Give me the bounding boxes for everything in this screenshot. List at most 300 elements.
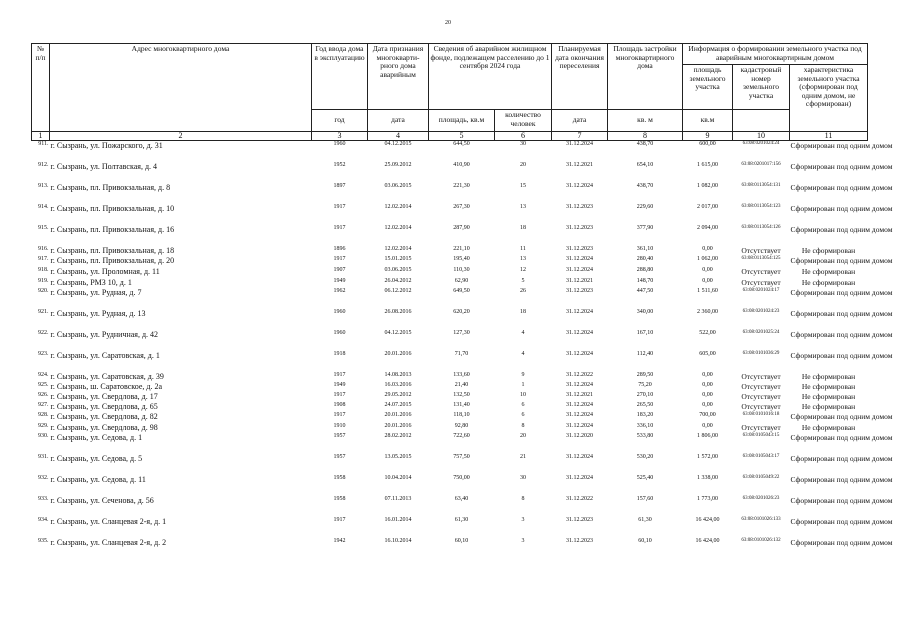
row-number: 925. bbox=[38, 381, 49, 388]
characteristic-cell: Сформирован под одним домом bbox=[790, 350, 893, 360]
area-cell: 649,50 bbox=[453, 287, 470, 294]
planned-date-cell: 31.12.2024 bbox=[566, 381, 594, 388]
area-cell: 410,90 bbox=[453, 161, 470, 168]
year-cell: 1910 bbox=[333, 422, 346, 429]
recognition-date-cell: 07.11.2013 bbox=[384, 495, 412, 502]
people-cell: 8 bbox=[521, 422, 525, 429]
land-area-cell: 0,00 bbox=[702, 245, 713, 252]
area-cell: 71,70 bbox=[454, 350, 469, 357]
row-number: 933. bbox=[38, 495, 49, 502]
address-cell: г. Сызрань, ул. Полтавская, д. 4 bbox=[50, 161, 158, 171]
people-cell: 26 bbox=[520, 287, 526, 294]
building-area-cell: 438,70 bbox=[636, 141, 654, 147]
area-cell: 21,40 bbox=[454, 381, 469, 388]
building-area-cell: 336,10 bbox=[636, 422, 654, 429]
people-cell: 18 bbox=[520, 308, 526, 315]
year-cell: 1896 bbox=[333, 245, 346, 252]
people-cell: 30 bbox=[520, 141, 526, 147]
planned-date-cell: 31.12.2024 bbox=[566, 266, 594, 273]
characteristic-cell: Сформирован под одним домом bbox=[790, 224, 893, 234]
row-number: 912. bbox=[38, 161, 49, 168]
table-row bbox=[32, 288, 868, 309]
cadastral-cell: Отсутствует bbox=[741, 422, 781, 432]
cadastral-cell: Отсутствует bbox=[741, 391, 781, 401]
table-row bbox=[32, 382, 868, 392]
cadastral-cell: 63:08:0113054:123 bbox=[741, 203, 781, 209]
year-cell: 1907 bbox=[333, 266, 346, 273]
planned-date-cell: 31.12.2024 bbox=[566, 411, 594, 418]
characteristic-cell: Сформирован под одним домом bbox=[790, 495, 893, 505]
row-number: 932. bbox=[38, 474, 49, 481]
area-cell: 61,30 bbox=[454, 516, 469, 523]
planned-date-cell: 31.12.2021 bbox=[566, 161, 594, 168]
area-cell: 620,20 bbox=[453, 308, 470, 315]
recognition-date-cell: 28.02.2012 bbox=[384, 432, 412, 439]
row-number: 931. bbox=[38, 453, 49, 460]
people-cell: 11 bbox=[520, 245, 526, 252]
address-cell: г. Сызрань, РМЗ 10, д. 1 bbox=[50, 277, 132, 287]
planned-date-cell: 31.12.2024 bbox=[566, 422, 594, 429]
characteristic-cell: Сформирован под одним домом bbox=[790, 203, 893, 213]
header-date-unit: дата bbox=[368, 110, 429, 132]
table-row bbox=[32, 225, 868, 246]
land-area-cell: 1 338,00 bbox=[697, 474, 719, 481]
building-area-cell: 288,80 bbox=[636, 266, 654, 273]
address-cell: г. Сызрань, ул. Седова, д. 1 bbox=[50, 432, 143, 442]
table-row bbox=[32, 402, 868, 412]
building-area-cell: 265,50 bbox=[636, 401, 654, 408]
column-number: 5 bbox=[429, 132, 495, 141]
year-cell: 1908 bbox=[333, 401, 346, 408]
planned-date-cell: 31.12.2024 bbox=[566, 182, 594, 189]
people-cell: 20 bbox=[520, 161, 526, 168]
planned-date-cell: 31.12.2022 bbox=[566, 371, 594, 378]
building-area-cell: 654,10 bbox=[636, 161, 654, 168]
table-row bbox=[32, 267, 868, 278]
year-cell: 1957 bbox=[333, 432, 346, 439]
recognition-date-cell: 13.05.2015 bbox=[384, 453, 412, 460]
land-area-cell: 1 806,00 bbox=[697, 432, 719, 439]
people-cell: 4 bbox=[521, 329, 525, 336]
cadastral-cell: 63:08:0113054:125 bbox=[741, 255, 781, 261]
land-area-cell: 1 082,00 bbox=[697, 182, 719, 189]
people-cell: 10 bbox=[520, 391, 526, 398]
table-row bbox=[32, 372, 868, 382]
characteristic-cell: Сформирован под одним домом bbox=[790, 432, 893, 442]
address-cell: г. Сызрань, ул. Седова, д. 11 bbox=[50, 474, 146, 484]
planned-date-cell: 31.12.2023 bbox=[566, 224, 594, 231]
header-building-area: Площадь застройки многоквартирного дома bbox=[608, 44, 683, 110]
area-cell: 92,80 bbox=[454, 422, 469, 429]
cadastral-cell: 63:08:0201024:24 bbox=[742, 141, 780, 146]
row-number: 922. bbox=[38, 329, 49, 336]
recognition-date-cell: 06.12.2012 bbox=[384, 287, 412, 294]
land-area-cell: 0,00 bbox=[702, 401, 713, 408]
year-cell: 1957 bbox=[333, 453, 346, 460]
planned-date-cell: 31.12.2022 bbox=[566, 495, 594, 502]
cadastral-cell: 63:08:0201017:156 bbox=[741, 161, 781, 167]
characteristic-cell: Сформирован под одним домом bbox=[790, 308, 893, 318]
table-row bbox=[32, 454, 868, 475]
year-cell: 1897 bbox=[333, 182, 346, 189]
column-number: 4 bbox=[368, 132, 429, 141]
characteristic-cell: Сформирован под одним домом bbox=[790, 411, 893, 421]
characteristic-cell: Не сформирован bbox=[801, 277, 856, 287]
cadastral-cell: 63:08:0105049:22 bbox=[742, 474, 780, 480]
address-cell: г. Сызрань, ул. Сланцевая 2-я, д. 1 bbox=[50, 516, 167, 526]
area-cell: 267,30 bbox=[453, 203, 470, 210]
row-number: 923. bbox=[38, 350, 49, 357]
year-cell: 1949 bbox=[333, 277, 346, 284]
year-cell: 1949 bbox=[333, 381, 346, 388]
column-number: 10 bbox=[733, 132, 790, 141]
area-cell: 63,40 bbox=[454, 495, 469, 502]
people-cell: 15 bbox=[520, 182, 526, 189]
characteristic-cell: Не сформирован bbox=[801, 381, 856, 391]
building-area-cell: 148,70 bbox=[636, 277, 654, 284]
recognition-date-cell: 20.01.2016 bbox=[384, 350, 412, 357]
characteristic-cell: Сформирован под одним домом bbox=[790, 329, 893, 339]
recognition-date-cell: 12.02.2014 bbox=[384, 203, 412, 210]
table-row bbox=[32, 475, 868, 496]
recognition-date-cell: 04.12.2015 bbox=[384, 141, 412, 147]
table-row bbox=[32, 351, 868, 372]
column-number: 6 bbox=[495, 132, 552, 141]
address-cell: г. Сызрань, ул. Саратовская, д. 39 bbox=[50, 371, 164, 381]
cadastral-cell: 63:08:0101026:132 bbox=[741, 537, 781, 543]
header-cadastral: кадастровый номер земельного участка bbox=[733, 65, 790, 110]
building-area-cell: 530,20 bbox=[636, 453, 654, 460]
people-cell: 18 bbox=[520, 224, 526, 231]
year-cell: 1958 bbox=[333, 495, 346, 502]
table-row bbox=[32, 412, 868, 423]
column-number: 1 bbox=[32, 132, 50, 141]
recognition-date-cell: 26.08.2016 bbox=[384, 308, 412, 315]
recognition-date-cell: 16.10.2014 bbox=[384, 537, 412, 544]
area-cell: 757,50 bbox=[453, 453, 470, 460]
characteristic-cell: Не сформирован bbox=[801, 266, 856, 276]
recognition-date-cell: 03.06.2015 bbox=[384, 182, 412, 189]
area-cell: 118,10 bbox=[453, 411, 470, 418]
address-cell: г. Сызрань, пл. Привокзальная, д. 20 bbox=[50, 255, 175, 265]
table-row bbox=[32, 256, 868, 267]
land-area-cell: 1 062,00 bbox=[697, 255, 719, 262]
recognition-date-cell: 20.01.2016 bbox=[384, 411, 412, 418]
year-cell: 1952 bbox=[333, 161, 346, 168]
year-cell: 1917 bbox=[333, 411, 346, 418]
row-number: 916. bbox=[38, 245, 49, 252]
year-cell: 1917 bbox=[333, 203, 346, 210]
people-cell: 12 bbox=[520, 266, 526, 273]
cadastral-cell: 63:08:0101036:29 bbox=[742, 350, 780, 356]
people-cell: 4 bbox=[521, 350, 525, 357]
address-cell: г. Сызрань, ул. Рудничная, д. 42 bbox=[50, 329, 159, 339]
address-cell: г. Сызрань, ул. Пожарского, д. 31 bbox=[50, 141, 163, 150]
area-cell: 60,10 bbox=[454, 537, 469, 544]
row-number: 926. bbox=[38, 391, 49, 398]
table-row bbox=[32, 392, 868, 402]
cadastral-cell: Отсутствует bbox=[741, 245, 781, 255]
cadastral-cell: 63:08:0113054:131 bbox=[741, 182, 781, 188]
planned-date-cell: 31.12.2024 bbox=[566, 401, 594, 408]
address-cell: г. Сызрань, ул. Седова, д. 5 bbox=[50, 453, 143, 463]
building-area-cell: 183,20 bbox=[636, 411, 654, 418]
characteristic-cell: Не сформирован bbox=[801, 371, 856, 381]
recognition-date-cell: 16.03.2016 bbox=[384, 381, 412, 388]
row-number: 928. bbox=[38, 411, 49, 418]
planned-date-cell: 31.12.2023 bbox=[566, 516, 594, 523]
people-cell: 21 bbox=[520, 453, 526, 460]
column-number: 11 bbox=[790, 132, 868, 141]
area-cell: 750,00 bbox=[453, 474, 470, 481]
row-number: 918. bbox=[38, 266, 49, 273]
header-year: Год ввода дома в эксплуатацию bbox=[312, 44, 368, 110]
building-area-cell: 438,70 bbox=[636, 182, 654, 189]
column-number: 3 bbox=[312, 132, 368, 141]
recognition-date-cell: 16.01.2014 bbox=[384, 516, 412, 523]
people-cell: 3 bbox=[521, 537, 525, 544]
building-area-cell: 289,50 bbox=[636, 371, 654, 378]
characteristic-cell: Сформирован под одним домом bbox=[790, 255, 893, 265]
header-people-unit: количество человек bbox=[495, 110, 552, 132]
characteristic-cell: Сформирован под одним домом bbox=[790, 537, 893, 547]
planned-date-cell: 31.12.2024 bbox=[566, 329, 594, 336]
building-area-cell: 340,00 bbox=[636, 308, 654, 315]
planned-date-cell: 31.12.2024 bbox=[566, 350, 594, 357]
land-area-cell: 600,00 bbox=[699, 141, 716, 147]
address-cell: г. Сызрань, ул. Свердлова, д. 98 bbox=[50, 422, 158, 432]
year-cell: 1962 bbox=[333, 287, 346, 294]
row-number: 919. bbox=[38, 277, 49, 284]
area-cell: 722,60 bbox=[453, 432, 470, 439]
building-area-cell: 525,40 bbox=[636, 474, 654, 481]
characteristic-cell: Сформирован под одним домом bbox=[790, 474, 893, 484]
recognition-date-cell: 03.06.2015 bbox=[384, 266, 412, 273]
cadastral-cell: 63:08:0105043:15 bbox=[742, 432, 780, 438]
people-cell: 3 bbox=[521, 516, 525, 523]
building-area-cell: 61,30 bbox=[638, 516, 652, 523]
people-cell: 13 bbox=[520, 255, 526, 262]
table-row bbox=[32, 423, 868, 433]
building-area-cell: 157,60 bbox=[636, 495, 654, 502]
cadastral-cell: Отсутствует bbox=[741, 277, 781, 287]
address-cell: г. Сызрань, ул. Проломная, д. 11 bbox=[50, 266, 160, 276]
building-area-cell: 270,10 bbox=[636, 391, 654, 398]
address-cell: г. Сызрань, ул. Рудная, д. 7 bbox=[50, 287, 142, 297]
planned-date-cell: 31.12.2023 bbox=[566, 245, 594, 252]
row-number: 930. bbox=[38, 432, 49, 439]
year-cell: 1958 bbox=[333, 474, 346, 481]
header-planned-date: Планируемая дата окончания переселения bbox=[552, 44, 608, 110]
address-cell: г. Сызрань, пл. Привокзальная, д. 8 bbox=[50, 182, 171, 192]
address-cell: г. Сызрань, ул. Сланцевая 2-я, д. 2 bbox=[50, 537, 167, 547]
year-cell: 1917 bbox=[333, 224, 346, 231]
land-area-cell: 2 017,00 bbox=[697, 203, 719, 210]
recognition-date-cell: 14.08.2013 bbox=[384, 371, 412, 378]
recognition-date-cell: 12.02.2014 bbox=[384, 245, 412, 252]
table-row bbox=[32, 517, 868, 538]
column-number: 9 bbox=[683, 132, 733, 141]
row-number: 911. bbox=[38, 141, 49, 147]
table-row bbox=[32, 204, 868, 225]
building-area-cell: 533,80 bbox=[636, 432, 654, 439]
land-area-cell: 1 572,00 bbox=[697, 453, 719, 460]
recognition-date-cell: 25.09.2012 bbox=[384, 161, 412, 168]
row-number: 921. bbox=[38, 308, 49, 315]
row-number: 913. bbox=[38, 182, 49, 189]
area-cell: 221,30 bbox=[453, 182, 470, 189]
table-row bbox=[32, 162, 868, 183]
row-number: 924. bbox=[38, 371, 49, 378]
recognition-date-cell: 12.02.2014 bbox=[384, 224, 412, 231]
characteristic-cell: Не сформирован bbox=[801, 245, 856, 255]
header-land-area: площадь земельного участка bbox=[683, 65, 733, 110]
recognition-date-cell: 10.04.2014 bbox=[384, 474, 412, 481]
year-cell: 1960 bbox=[333, 141, 346, 147]
page-number: 20 bbox=[445, 20, 451, 26]
building-area-cell: 60,10 bbox=[638, 537, 652, 544]
table-header bbox=[32, 44, 868, 141]
address-cell: г. Сызрань, ул. Свердлова, д. 17 bbox=[50, 391, 158, 401]
planned-date-cell: 31.12.2024 bbox=[566, 474, 594, 481]
land-area-cell: 0,00 bbox=[702, 391, 713, 398]
land-area-cell: 1 511,60 bbox=[697, 287, 718, 294]
address-cell: г. Сызрань, пл. Привокзальная, д. 10 bbox=[50, 203, 175, 213]
characteristic-cell: Сформирован под одним домом bbox=[790, 182, 893, 192]
column-number-row bbox=[32, 132, 868, 141]
planned-date-cell: 31.12.2023 bbox=[566, 537, 594, 544]
land-area-cell: 1 615,00 bbox=[697, 161, 719, 168]
table-row bbox=[32, 330, 868, 351]
building-area-cell: 447,50 bbox=[636, 287, 654, 294]
people-cell: 8 bbox=[521, 495, 525, 502]
land-area-cell: 16 424,00 bbox=[695, 537, 720, 544]
header-date-unit-2: дата bbox=[552, 110, 608, 132]
table-row bbox=[32, 309, 868, 330]
cadastral-cell: Отсутствует bbox=[741, 266, 781, 276]
people-cell: 1 bbox=[521, 381, 525, 388]
header-sqm-unit: кв. м bbox=[608, 110, 683, 132]
land-area-cell: 0,00 bbox=[702, 277, 713, 284]
year-cell: 1942 bbox=[333, 537, 346, 544]
land-area-cell: 2 360,00 bbox=[697, 308, 719, 315]
building-area-cell: 280,40 bbox=[636, 255, 654, 262]
building-area-cell: 167,10 bbox=[636, 329, 654, 336]
column-number: 2 bbox=[50, 132, 312, 141]
people-cell: 20 bbox=[520, 432, 526, 439]
planned-date-cell: 31.12.2023 bbox=[566, 203, 594, 210]
header-land-info: Информация о формировании земельного участка под аварийным многоквартирным домом bbox=[683, 44, 868, 65]
address-cell: г. Сызрань, ул. Сеченова, д. 56 bbox=[50, 495, 154, 505]
planned-date-cell: 31.12.2024 bbox=[566, 308, 594, 315]
land-area-cell: 605,00 bbox=[699, 350, 716, 357]
characteristic-cell: Не сформирован bbox=[801, 401, 856, 411]
table-row bbox=[32, 496, 868, 517]
table-row bbox=[32, 183, 868, 204]
characteristic-cell: Сформирован под одним домом bbox=[790, 141, 893, 150]
people-cell: 6 bbox=[521, 411, 525, 418]
row-number: 935. bbox=[38, 537, 49, 544]
land-area-cell: 16 424,00 bbox=[695, 516, 720, 523]
emergency-housing-table bbox=[31, 43, 893, 559]
cadastral-cell: Отсутствует bbox=[741, 401, 781, 411]
header-year-unit: год bbox=[312, 110, 368, 132]
year-cell: 1917 bbox=[333, 371, 346, 378]
cadastral-cell: 63:08:0201024:23 bbox=[742, 308, 780, 314]
area-cell: 195,40 bbox=[453, 255, 470, 262]
address-cell: г. Сызрань, ул. Свердлова, д. 82 bbox=[50, 411, 158, 421]
planned-date-cell: 31.12.2024 bbox=[566, 141, 594, 147]
cadastral-cell: Отсутствует bbox=[741, 381, 781, 391]
recognition-date-cell: 29.05.2012 bbox=[384, 391, 412, 398]
address-cell: г. Сызрань, ш. Саратовское, д. 2а bbox=[50, 381, 163, 391]
cadastral-cell: 63:08:0201026:23 bbox=[742, 495, 780, 501]
table-row bbox=[32, 278, 868, 288]
planned-date-cell: 31.12.2024 bbox=[566, 255, 594, 262]
table-row bbox=[32, 433, 868, 454]
row-number: 920. bbox=[38, 287, 49, 294]
year-cell: 1917 bbox=[333, 391, 346, 398]
header-characteristic: характеристика земельного участка (сформирован под одним домом, не сформирован) bbox=[790, 65, 868, 132]
cadastral-cell: 63:08:0105043:17 bbox=[742, 453, 780, 459]
cadastral-cell: Отсутствует bbox=[741, 371, 781, 381]
land-area-cell: 522,00 bbox=[699, 329, 716, 336]
cadastral-cell: 63:08:0101026:133 bbox=[741, 516, 781, 522]
planned-date-cell: 31.12.2021 bbox=[566, 277, 594, 284]
cadastral-cell: 63:08:0201024:17 bbox=[742, 287, 780, 293]
address-cell: г. Сызрань, пл. Привокзальная, д. 18 bbox=[50, 245, 175, 255]
column-number: 7 bbox=[552, 132, 608, 141]
address-cell: г. Сызрань, пл. Привокзальная, д. 16 bbox=[50, 224, 175, 234]
building-area-cell: 229,60 bbox=[636, 203, 654, 210]
year-cell: 1917 bbox=[333, 255, 346, 262]
row-number: 915. bbox=[38, 224, 49, 231]
land-area-cell: 0,00 bbox=[702, 266, 713, 273]
table-body bbox=[32, 141, 893, 559]
area-cell: 221,10 bbox=[453, 245, 470, 252]
recognition-date-cell: 20.01.2016 bbox=[384, 422, 412, 429]
year-cell: 1960 bbox=[333, 308, 346, 315]
area-cell: 62,90 bbox=[454, 277, 469, 284]
building-area-cell: 377,90 bbox=[636, 224, 654, 231]
characteristic-cell: Сформирован под одним домом bbox=[790, 287, 893, 297]
row-number: 929. bbox=[38, 422, 49, 429]
header-housing-info: Сведения об аварийном жилищном фонде, подлежащем расселению до 1 сентября 2024 года bbox=[429, 44, 552, 110]
people-cell: 6 bbox=[521, 401, 525, 408]
cadastral-cell: 63:08:0201025:24 bbox=[742, 329, 780, 335]
address-cell: г. Сызрань, ул. Саратовская, д. 1 bbox=[50, 350, 160, 360]
row-number: 927. bbox=[38, 401, 49, 408]
planned-date-cell: 31.12.2020 bbox=[566, 432, 594, 439]
header-address: Адрес многоквартирного дома bbox=[50, 44, 312, 132]
characteristic-cell: Сформирован под одним домом bbox=[790, 453, 893, 463]
cadastral-cell: 63:08:0113054:126 bbox=[741, 224, 781, 230]
year-cell: 1917 bbox=[333, 516, 346, 523]
building-area-cell: 75,20 bbox=[638, 381, 652, 388]
planned-date-cell: 31.12.2024 bbox=[566, 453, 594, 460]
row-number: 914. bbox=[38, 203, 49, 210]
area-cell: 110,30 bbox=[453, 266, 470, 273]
people-cell: 9 bbox=[521, 371, 525, 378]
land-area-cell: 0,00 bbox=[702, 422, 713, 429]
land-area-cell: 0,00 bbox=[702, 371, 713, 378]
area-cell: 644,50 bbox=[453, 141, 470, 147]
area-cell: 287,90 bbox=[453, 224, 470, 231]
header-sqm-unit-2: кв.м bbox=[683, 110, 733, 132]
characteristic-cell: Не сформирован bbox=[801, 391, 856, 401]
characteristic-cell: Сформирован под одним домом bbox=[790, 516, 893, 526]
recognition-date-cell: 15.01.2015 bbox=[384, 255, 412, 262]
